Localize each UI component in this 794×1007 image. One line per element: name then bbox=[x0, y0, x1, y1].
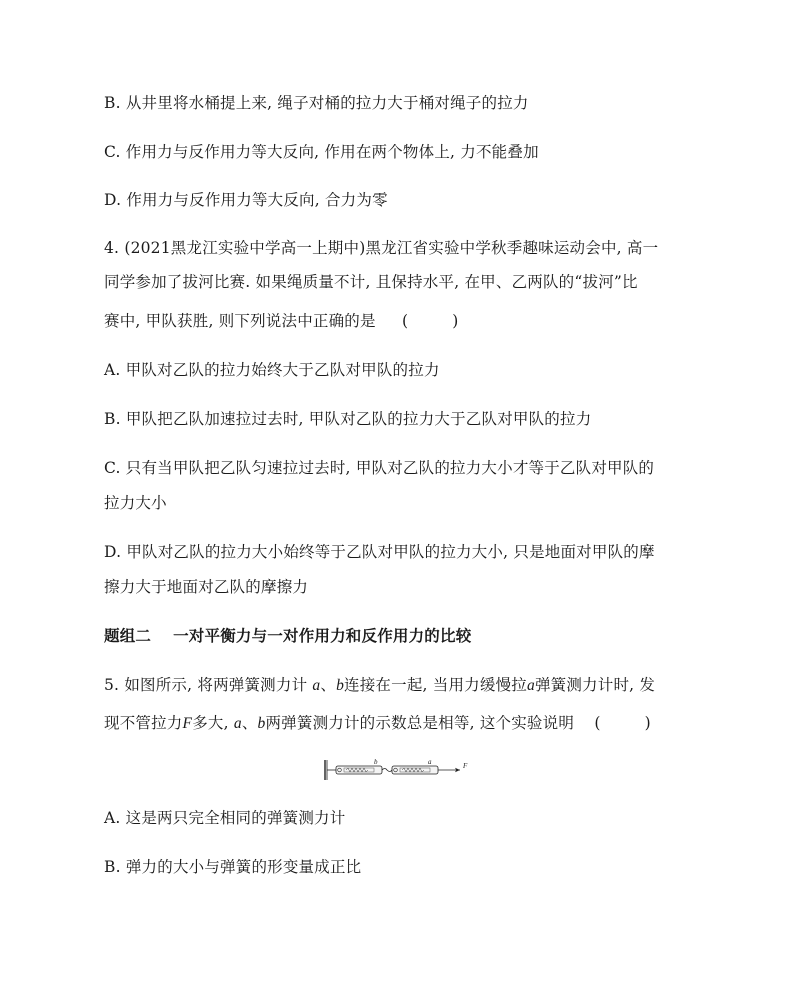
q5-sep: 、 bbox=[320, 676, 337, 694]
q5-answer-paren-close: ) bbox=[644, 714, 651, 732]
connector-hook bbox=[382, 769, 392, 772]
q4-answer-paren-open: ( bbox=[402, 312, 409, 330]
figure-label-F: F bbox=[463, 762, 468, 770]
q5-stem-text-2b: 多大, bbox=[192, 714, 229, 732]
q5-stem-line-2 bbox=[104, 713, 651, 734]
force-arrow bbox=[438, 768, 460, 772]
q5-var-b: b bbox=[336, 677, 345, 694]
section-title: 一对平衡力与一对作用力和反作用力的比较 bbox=[173, 627, 472, 645]
q4-option-d-line-2: 擦力大于地面对乙队的摩擦力 bbox=[104, 578, 309, 596]
spring-scale-a bbox=[392, 766, 438, 774]
q4-option-d-line-1: D. 甲队对乙队的拉力大小始终等于乙队对甲队的拉力大小, 只是地面对甲队的摩 bbox=[104, 543, 655, 561]
q4-stem-line-2: 同学参加了拔河比赛. 如果绳质量不计, 且保持水平, 在甲、乙两队的“拔河”比 bbox=[104, 273, 638, 291]
spring-scale-diagram bbox=[322, 756, 472, 782]
q5-var-a-3: a bbox=[233, 715, 242, 732]
q4-option-c-line-2: 拉力大小 bbox=[104, 494, 167, 512]
q5-stem-line-1 bbox=[104, 675, 655, 696]
q5-stem-text-1b: 连接在一起, 当用力缓慢拉 bbox=[344, 676, 527, 694]
section-label: 题组二 bbox=[104, 627, 152, 645]
spring-scale-figure bbox=[322, 756, 472, 782]
q4-option-b: B. 甲队把乙队加速拉过去时, 甲队对乙队的拉力大于乙队对甲队的拉力 bbox=[104, 410, 592, 428]
figure-label-a: a bbox=[428, 758, 432, 766]
wall-mount bbox=[325, 760, 327, 780]
q4-option-a: A. 甲队对乙队的拉力始终大于乙队对甲队的拉力 bbox=[104, 361, 440, 379]
q4-stem-line-1: 4. (2021黑龙江实验中学高一上期中)黑龙江省实验中学秋季趣味运动会中, 高一 bbox=[104, 239, 659, 257]
figure-label-b: b bbox=[374, 758, 378, 766]
spring-scale-b bbox=[336, 766, 382, 774]
q4-option-c-line-1: C. 只有当甲队把乙队匀速拉过去时, 甲队对乙队的拉力大小才等于乙队对甲队的 bbox=[104, 459, 655, 477]
q5-sep-2: 、 bbox=[241, 714, 258, 732]
q5-stem-text-2c: 两弹簧测力计的示数总是相等, 这个实验说明 bbox=[265, 714, 575, 732]
q4-stem-text: 赛中, 甲队获胜, 则下列说法中正确的是 bbox=[104, 312, 376, 330]
q3-option-d: D. 作用力与反作用力等大反向, 合力为零 bbox=[104, 191, 388, 209]
q5-option-a: A. 这是两只完全相同的弹簧测力计 bbox=[104, 809, 346, 827]
q5-stem-text-1c: 弹簧测力计时, 发 bbox=[534, 676, 656, 694]
q5-stem-text-2a: 现不管拉力 bbox=[104, 714, 183, 732]
q3-option-c: C. 作用力与反作用力等大反向, 作用在两个物体上, 力不能叠加 bbox=[104, 143, 539, 161]
q3-option-b: B. 从井里将水桶提上来, 绳子对桶的拉力大于桶对绳子的拉力 bbox=[104, 94, 529, 112]
q5-var-b-2: b bbox=[257, 715, 266, 732]
q5-answer-paren-open: ( bbox=[594, 714, 601, 732]
q5-var-F: F bbox=[182, 715, 193, 732]
section-heading bbox=[104, 626, 471, 646]
q5-var-a: a bbox=[312, 677, 321, 694]
q4-answer-paren-close: ) bbox=[452, 312, 459, 330]
q5-var-a-2: a bbox=[527, 677, 535, 694]
q5-option-b: B. 弹力的大小与弹簧的形变量成正比 bbox=[104, 858, 362, 876]
q5-stem-text-1a: 5. 如图所示, 将两弹簧测力计 bbox=[104, 676, 308, 694]
q4-stem-line-3 bbox=[104, 311, 459, 331]
